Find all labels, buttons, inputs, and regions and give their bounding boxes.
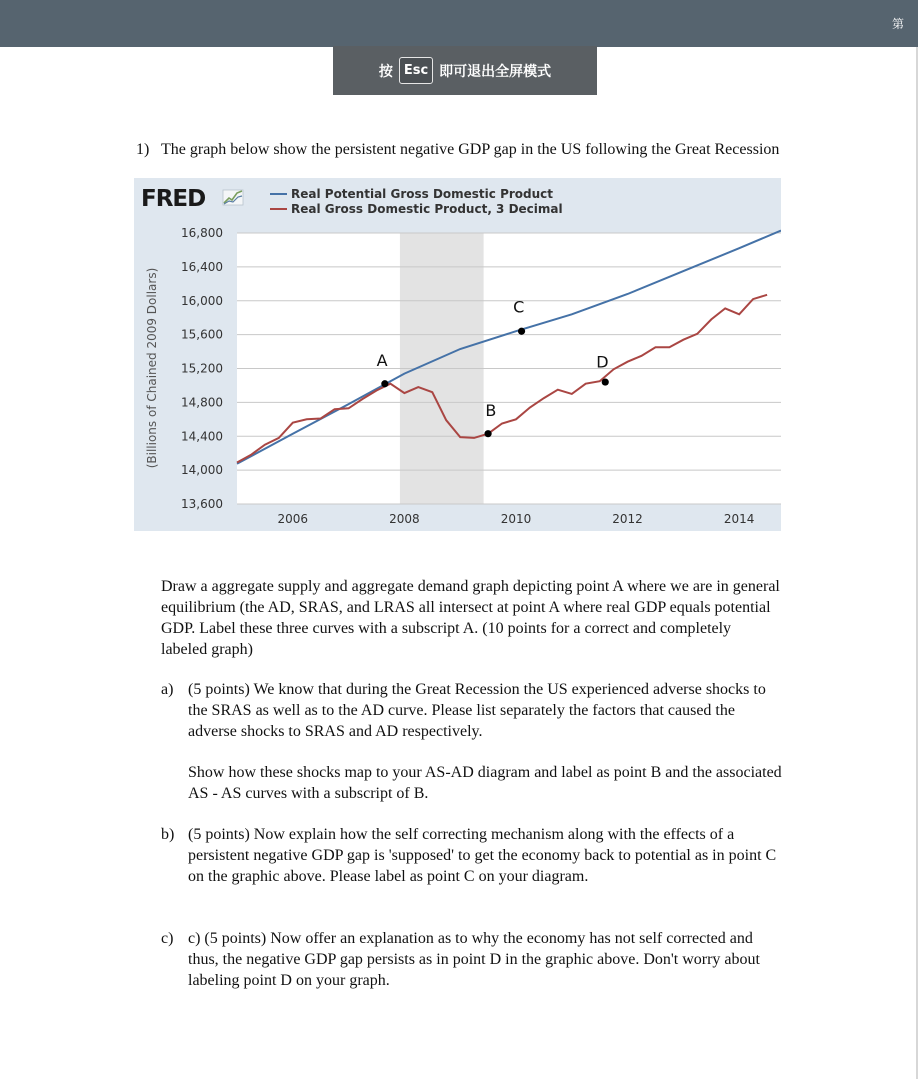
banner-text-after: 即可退出全屏模式 (439, 63, 552, 80)
y-tick-label: 14,000 (181, 463, 223, 478)
y-tick-label: 16,000 (181, 293, 223, 308)
fred-logo: FRED (141, 186, 206, 212)
fred-logo-graph-icon (223, 190, 243, 205)
y-tick-label: 15,600 (181, 327, 223, 342)
part-b-label: b) (161, 826, 175, 843)
top-bar (0, 0, 918, 47)
x-tick-label: 2010 (500, 512, 532, 526)
point-a-label: A (376, 350, 388, 370)
part-c-text: c) (5 points) Now offer an explanation as to why the economy has not self corrected and thus, the negative GDP gap persists as in point D in the graphic above. Don't worry about labeling point D on your graph. (188, 930, 760, 989)
part-a-text: (5 points) We know that during the Great Recession the US experienced adverse shocks to the SRAS as well as to the AD curve. Please list separately the factors that caused the adverse shocks to SRAS and AD respectively. (188, 681, 766, 740)
x-tick-label: 2012 (612, 512, 643, 526)
y-tick-label: 16,400 (181, 259, 223, 274)
question-1-number: 1) (136, 141, 150, 158)
part-c-label: c) (161, 930, 174, 947)
y-axis-label: (Billions of Chained 2009 Dollars) (145, 267, 159, 469)
point-c-marker (518, 328, 525, 335)
part-b-text: (5 points) Now explain how the self correcting mechanism along with the effects of a persistent negative GDP gap is 'supposed' to get the economy back to potential as in point C on the graphic above. Please label as point C on your diagram. (188, 826, 777, 885)
gdp-chart-svg (134, 178, 781, 531)
point-a-marker (381, 380, 388, 387)
exit-fullscreen-banner (333, 46, 597, 95)
x-tick-label: 2008 (389, 512, 420, 526)
y-tick-label: 15,200 (181, 361, 223, 376)
point-d-label: D (596, 352, 609, 372)
y-tick-label: 14,400 (181, 429, 223, 444)
point-c-label: C (513, 297, 525, 317)
point-b-marker (484, 430, 491, 437)
y-tick-label: 16,800 (181, 226, 223, 240)
point-d-marker (602, 378, 609, 385)
y-tick-label: 14,800 (181, 395, 223, 410)
y-tick-label: 13,600 (181, 497, 223, 511)
question-1-text: The graph below show the persistent negative GDP gap in the US following the Great Recession (161, 141, 780, 158)
banner-text-before: 按 (378, 63, 393, 80)
legend-label-real: Real Gross Domestic Product, 3 Decimal (291, 202, 563, 216)
fred-chart (134, 178, 781, 531)
corner-text: 第 (891, 17, 904, 31)
instruction-paragraph: Draw a aggregate supply and aggregate demand graph depicting point A where we are in general equilibrium (the AD, SRAS, and LRAS all intersect at point A where real GDP equals potential GDP. Label these three curves with a subscript A. (10 points for a correct and completely labeled graph) (161, 578, 780, 658)
part-a-followup-text: Show how these shocks map to your AS-AD diagram and label as point B and the associated AS - AS curves with a subscript of B. (188, 764, 782, 802)
part-a-label: a) (161, 681, 174, 698)
legend-label-potential: Real Potential Gross Domestic Product (291, 187, 554, 201)
esc-key-badge: Esc (399, 57, 433, 84)
point-b-label: B (485, 400, 497, 420)
x-tick-label: 2006 (277, 512, 309, 526)
x-tick-label: 2014 (723, 512, 755, 526)
